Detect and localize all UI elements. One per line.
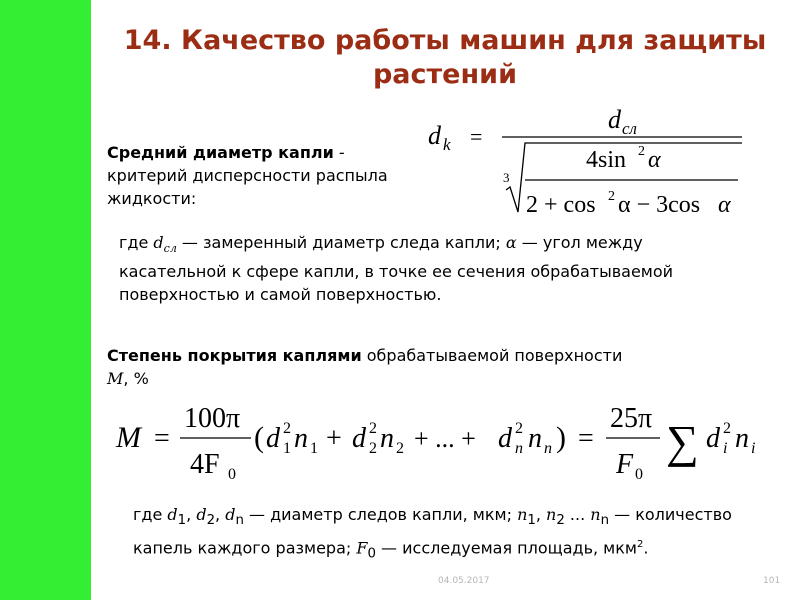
f2-den1-sub: 0 xyxy=(228,466,236,483)
expl2-n2: n xyxy=(546,505,557,524)
f2-ni-sub: i xyxy=(751,440,756,457)
slide-title: 14. Качество работы машин для защиты растений xyxy=(123,25,767,90)
f2-den2-sub: 0 xyxy=(635,466,643,483)
expl2-part3: — количество капель каждого размера; xyxy=(133,505,732,558)
f2-d1-sup: 2 xyxy=(283,420,291,437)
expl2-part4: — исследуемая площадь, мкм xyxy=(375,538,637,558)
f2-d1: d xyxy=(266,423,280,454)
f1-num-d: d xyxy=(608,105,621,134)
f2-nn: n xyxy=(528,423,542,454)
f1-num-sub: сл xyxy=(622,119,637,138)
f1-root-index: 3 xyxy=(503,170,510,185)
footer-date: 04.05.2017 xyxy=(438,576,490,586)
mean-diameter-text xyxy=(107,141,417,210)
expl2-part1: где xyxy=(133,505,168,524)
coverage-var-M: M xyxy=(107,369,124,388)
f1-lhs-sub: k xyxy=(443,135,451,154)
expl1-var-d: d xyxy=(153,233,164,252)
f2-d2: d xyxy=(352,423,366,454)
mean-diameter-rest: - критерий дисперсности распыла жидкости: xyxy=(107,143,388,208)
expl2-d1: d xyxy=(167,505,178,524)
expl1-var-alpha: α xyxy=(505,233,517,252)
f2-n1: n xyxy=(294,423,308,454)
f1-inner-den-exp: 2 xyxy=(608,189,615,204)
f2-paren-open: ( xyxy=(254,421,264,454)
f2-plus1: + xyxy=(326,423,342,454)
footer-page-number: 101 xyxy=(763,576,781,586)
f2-eq1: = xyxy=(154,423,170,454)
expl2-comma1: , xyxy=(186,505,197,524)
expl2-F-sub: 0 xyxy=(367,546,376,562)
f2-di-sub: i xyxy=(723,440,728,457)
expl2-nn: n xyxy=(590,505,601,524)
f2-sigma: ∑ xyxy=(666,416,699,467)
expl2-d1-sub: 1 xyxy=(177,513,187,529)
coverage-rest: обрабатываемой поверхности xyxy=(361,346,623,365)
f2-d2-sub: 2 xyxy=(369,440,377,457)
f2-dots: + ... + xyxy=(414,424,476,453)
f1-lhs-d: d xyxy=(428,121,441,150)
expl2-n1: n xyxy=(517,505,528,524)
f2-d2-sup: 2 xyxy=(369,420,377,437)
formula2-explanation xyxy=(133,503,763,567)
expl2-nn-sub: n xyxy=(600,513,610,529)
expl2-dn-sub: n xyxy=(235,513,244,529)
green-sidebar xyxy=(0,0,91,600)
f1-inner-den: 2 + cos xyxy=(526,192,596,218)
f2-n2: n xyxy=(380,423,394,454)
expl2-end: . xyxy=(643,538,649,558)
f1-inner-num-alpha: α xyxy=(648,147,661,173)
expl2-dn: d xyxy=(225,505,236,524)
expl1-part2: — замеренный диаметр следа капли; xyxy=(176,233,506,252)
f1-equals: = xyxy=(470,124,483,149)
expl2-sup: 2 xyxy=(636,539,644,551)
expl2-d2: d xyxy=(196,505,207,524)
f2-dn-sup: 2 xyxy=(515,420,523,437)
f2-di: d xyxy=(706,423,720,454)
expl2-n1-sub: 1 xyxy=(527,513,536,529)
f2-dn-sub: n xyxy=(515,440,523,457)
expl1-part3: — угол между касательной к сфере капли, в точке ее сечения обрабатываемой поверхностью и самой поверхностью. xyxy=(119,233,674,305)
expl2-comma2: , xyxy=(215,505,226,524)
expl1-var-sub: сл xyxy=(163,242,177,256)
f1-inner-num: 4sin xyxy=(586,147,627,173)
f2-paren-close: ) xyxy=(556,421,566,454)
f1-inner-num-exp: 2 xyxy=(638,144,645,159)
expl2-n2-sub: 2 xyxy=(556,513,565,529)
expl2-F: F xyxy=(356,538,368,558)
f2-num1: 100π xyxy=(184,403,241,434)
expl2-comma3: , xyxy=(535,505,547,524)
f2-den2: F xyxy=(616,449,634,480)
f2-num2: 25π xyxy=(610,403,653,434)
coverage-bold: Степень покрытия каплями xyxy=(107,346,362,365)
f1-inner-den-middle: α − 3cos xyxy=(618,192,701,218)
f2-dn: d xyxy=(498,423,512,454)
coverage-formula xyxy=(108,393,778,493)
f2-ni: n xyxy=(735,423,749,454)
formula1-explanation xyxy=(119,231,749,306)
expl2-dots: ... xyxy=(564,505,591,524)
f1-inner-den-alpha: α xyxy=(718,192,731,218)
expl2-part2: — диаметр следов капли, мкм; xyxy=(243,505,518,524)
f2-di-sup: 2 xyxy=(723,420,731,437)
expl2-d2-sub: 2 xyxy=(206,513,216,529)
f2-den1: 4F xyxy=(190,449,220,480)
coverage-text xyxy=(107,344,747,390)
f2-n2-sub: 2 xyxy=(396,440,404,457)
f2-nn-sub: n xyxy=(544,440,552,457)
droplet-diameter-formula xyxy=(420,100,780,220)
expl1-part1: где xyxy=(119,233,154,252)
f2-n1-sub: 1 xyxy=(310,440,318,457)
f2-d1-sub: 1 xyxy=(283,440,291,457)
f2-eq2: = xyxy=(578,423,594,454)
mean-diameter-bold: Средний диаметр капли xyxy=(107,143,334,162)
coverage-unit: , % xyxy=(123,369,149,388)
f2-M: M xyxy=(116,421,141,454)
